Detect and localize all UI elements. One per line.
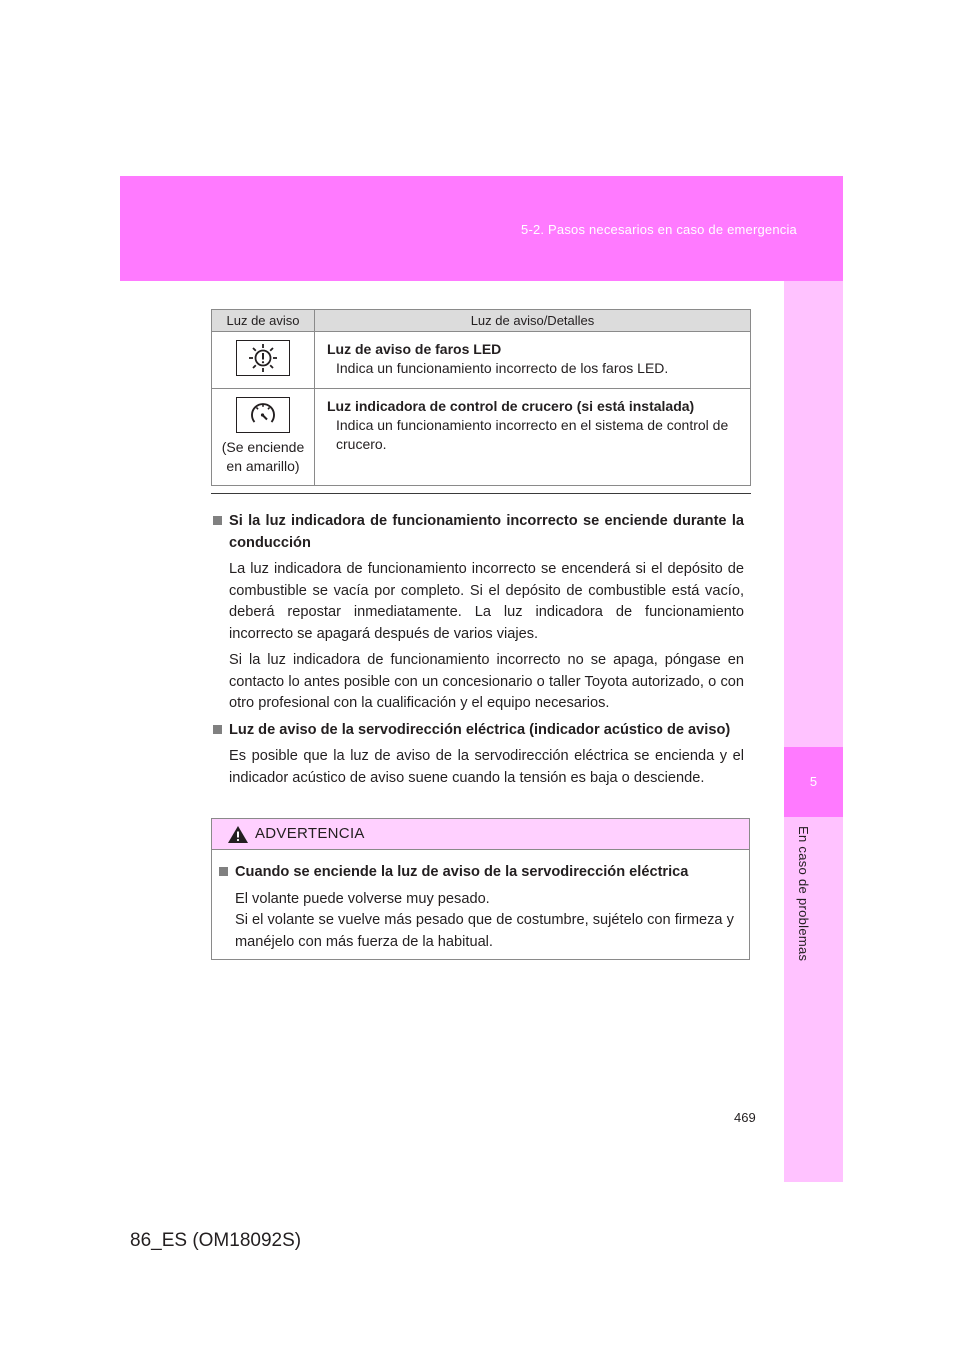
row-description: Indica un funcionamiento incorrecto en el sistema de control de crucero.: [336, 417, 729, 452]
warning-heading: Cuando se enciende la luz de aviso de la servodirección eléctrica: [219, 862, 743, 884]
table-cell-details: [315, 389, 751, 486]
warning-line: El volante puede volverse muy pesado.: [235, 890, 490, 907]
warning-body: [212, 850, 749, 953]
row-description: Indica un funcionamiento incorrecto de los faros LED.: [336, 360, 669, 376]
row-title: Luz de aviso de faros LED: [327, 341, 502, 357]
table-cell-icon: [212, 389, 315, 486]
warning-triangle-icon: [227, 825, 249, 844]
table-cell-icon: [212, 332, 315, 389]
bullet-square-icon: [213, 516, 222, 525]
warning-label: ADVERTENCIA: [255, 825, 365, 842]
icon-note: (Se enciende en amarillo): [221, 439, 305, 474]
cruise-control-indicator-icon: [236, 397, 290, 433]
table-header-light: Luz de aviso: [212, 310, 315, 332]
chapter-number: 5: [809, 774, 818, 789]
warning-box: [211, 818, 750, 960]
table-row: [212, 389, 751, 486]
section-heading: Luz de aviso de la servodirección eléctrica (indicador acústico de aviso): [213, 720, 744, 742]
header-band: [120, 176, 843, 281]
bullet-square-icon: [219, 867, 228, 876]
warning-light-table: [211, 309, 751, 486]
headlight-warning-icon: [236, 340, 290, 376]
chapter-tab[interactable]: [784, 747, 843, 817]
bullet-square-icon: [213, 725, 222, 734]
body-text: [213, 511, 744, 794]
paragraph: Si la luz indicadora de funcionamiento incorrecto no se apaga, póngase en contacto lo antes posible con un concesionario o taller Toyota autorizado, o con otro profesional con la cualificación y el equipo necesarios.: [229, 652, 744, 711]
footer-code: 86_ES (OM18092S): [130, 1230, 302, 1251]
table-cell-details: [315, 332, 751, 389]
section-title: 5-2. Pasos necesarios en caso de emergencia: [521, 222, 797, 237]
table-header-row: [212, 310, 751, 332]
table-header-details: Luz de aviso/Detalles: [315, 310, 751, 332]
chapter-sidebar: [784, 281, 843, 1182]
section-heading: Si la luz indicadora de funcionamiento incorrecto se enciende durante la conducción: [213, 511, 744, 554]
warning-header: [212, 819, 749, 850]
paragraph: Es posible que la luz de aviso de la servodirección eléctrica se encienda y el indicador acústico de aviso suene cuando la tensión es baja o desciende.: [229, 748, 744, 786]
warning-line: Si el volante se vuelve más pesado que de costumbre, sujételo con firmeza y manéjelo con más fuerza de la habitual.: [235, 912, 734, 950]
row-title: Luz indicadora de control de crucero (si está instalada): [327, 398, 695, 414]
table-row: [212, 332, 751, 389]
paragraph: La luz indicadora de funcionamiento incorrecto se encenderá si el depósito de combustible se vacía por completo. Si el depósito de combustible está vacío, deberá repostar inmediatamente. La luz indicadora de funcionamiento incorrecto se apagará después de varios viajes.: [229, 561, 744, 642]
page-number: 469: [734, 1110, 756, 1125]
warning-text: [219, 889, 743, 954]
divider: [211, 493, 751, 494]
chapter-title: En caso de problemas: [796, 826, 811, 962]
